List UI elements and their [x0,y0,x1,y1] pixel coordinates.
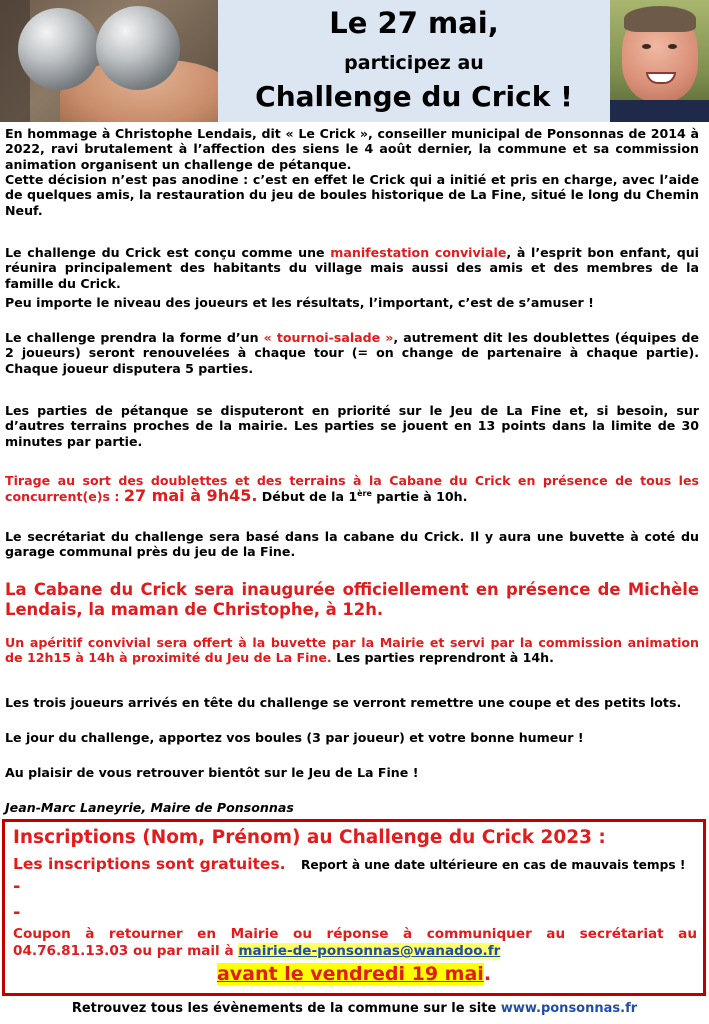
paragraph-aperitif: Un apéritif convivial sera offert à la buvette par la Mairie et servi par la commission animation de 12h15 à 14h à proximité du Jeu de La Fine. Les parties reprendront à 14h. [5,635,699,666]
paragraph-plaisir: Au plaisir de vous retrouver bientôt sur le Jeu de La Fine ! [5,765,419,780]
website-link[interactable]: www.ponsonnas.fr [500,1001,638,1016]
paragraph-hommage: En hommage à Christophe Lendais, dit « Le Crick », conseiller municipal de Ponsonnas de 2014 à 2022, ravi brutalement à l’affection des siens le 4 août dernier, la commune et sa commission animation organisent un challenge de pétanque. [5,126,699,172]
inscription-weather: Report à une date ultérieure en cas de mauvais temps ! [301,858,686,872]
footer: Retrouvez tous les évènements de la commune sur le site www.ponsonnas.fr [71,1001,638,1016]
inscription-line-2: - [13,902,21,923]
title-box [218,0,610,122]
inscription-coupon: Coupon à retourner en Mairie ou réponse à communiquer au secrétariat au 04.76.81.13.03 ou par mail à mairie-de-ponsonnas@wanadoo.fr [13,926,697,959]
paragraph-tournoi: Le challenge prendra la forme d’un « tournoi-salade », autrement dit les doublettes (équipes de 2 joueurs) seront renouvelées à chaque tour (= on change de partenaire à chaque partie). Chaque joueur disputera 5 parties. [5,330,699,376]
inscription-line-1: - [13,876,21,897]
header [0,0,709,122]
paragraph-secretariat: Le secrétariat du challenge sera basé dans la cabane du Crick. Il y aura une buvette à coté du garage communal près du jeu de la Fine. [5,529,699,560]
signature: Jean-Marc Laneyrie, Maire de Ponsonnas [5,800,294,815]
email-link[interactable]: mairie-de-ponsonnas@wanadoo.fr [238,943,501,959]
title-date: Le 27 mai, [329,6,499,40]
paragraph-inauguration: La Cabane du Crick sera inaugurée officiellement en présence de Michèle Lendais, la maman de Christophe, à 12h. [5,580,699,619]
paragraph-decision: Cette décision n’est pas anodine : c’est en effet le Crick qui a initié et pris en charge, avec l’aide de quelques amis, la restauration du jeu de boules historique de La Fine, situé le long du Chemin Neuf. [5,172,699,218]
paragraph-conviviale: Le challenge du Crick est conçu comme une manifestation conviviale, à l’esprit bon enfant, qui réunira principalement des habitants du village mais aussi des amis et des membres de la famille du Crick. [5,245,699,291]
portrait-photo [610,0,709,122]
petanque-balls-photo [0,0,218,122]
paragraph-recompenses: Les trois joueurs arrivés en tête du challenge se verront remettre une coupe et des petits lots. [5,695,682,710]
paragraph-parties: Les parties de pétanque se disputeront en priorité sur le Jeu de La Fine et, si besoin, sur d’autres terrains proches de la mairie. Les parties se jouent en 13 points dans la limite de 30 minutes par partie. [5,403,699,449]
inscription-title: Inscriptions (Nom, Prénom) au Challenge du Crick 2023 : [13,827,606,848]
title-main: Challenge du Crick ! [255,80,573,113]
inscription-deadline: avant le vendredi 19 mai. [216,963,492,985]
title-subtitle: participez au [344,52,484,74]
inscription-box [2,819,706,996]
inscription-free: Les inscriptions sont gratuites. [13,855,286,873]
paragraph-tirage: Tirage au sort des doublettes et des terrains à la Cabane du Crick en présence de tous les concurrent(e)s : 27 mai à 9h45. Début de la 1ère partie à 10h. [5,473,699,506]
paragraph-amuser: Peu importe le niveau des joueurs et les résultats, l’important, c’est de s’amuser ! [5,295,594,310]
paragraph-boules: Le jour du challenge, apportez vos boules (3 par joueur) et votre bonne humeur ! [5,730,584,745]
